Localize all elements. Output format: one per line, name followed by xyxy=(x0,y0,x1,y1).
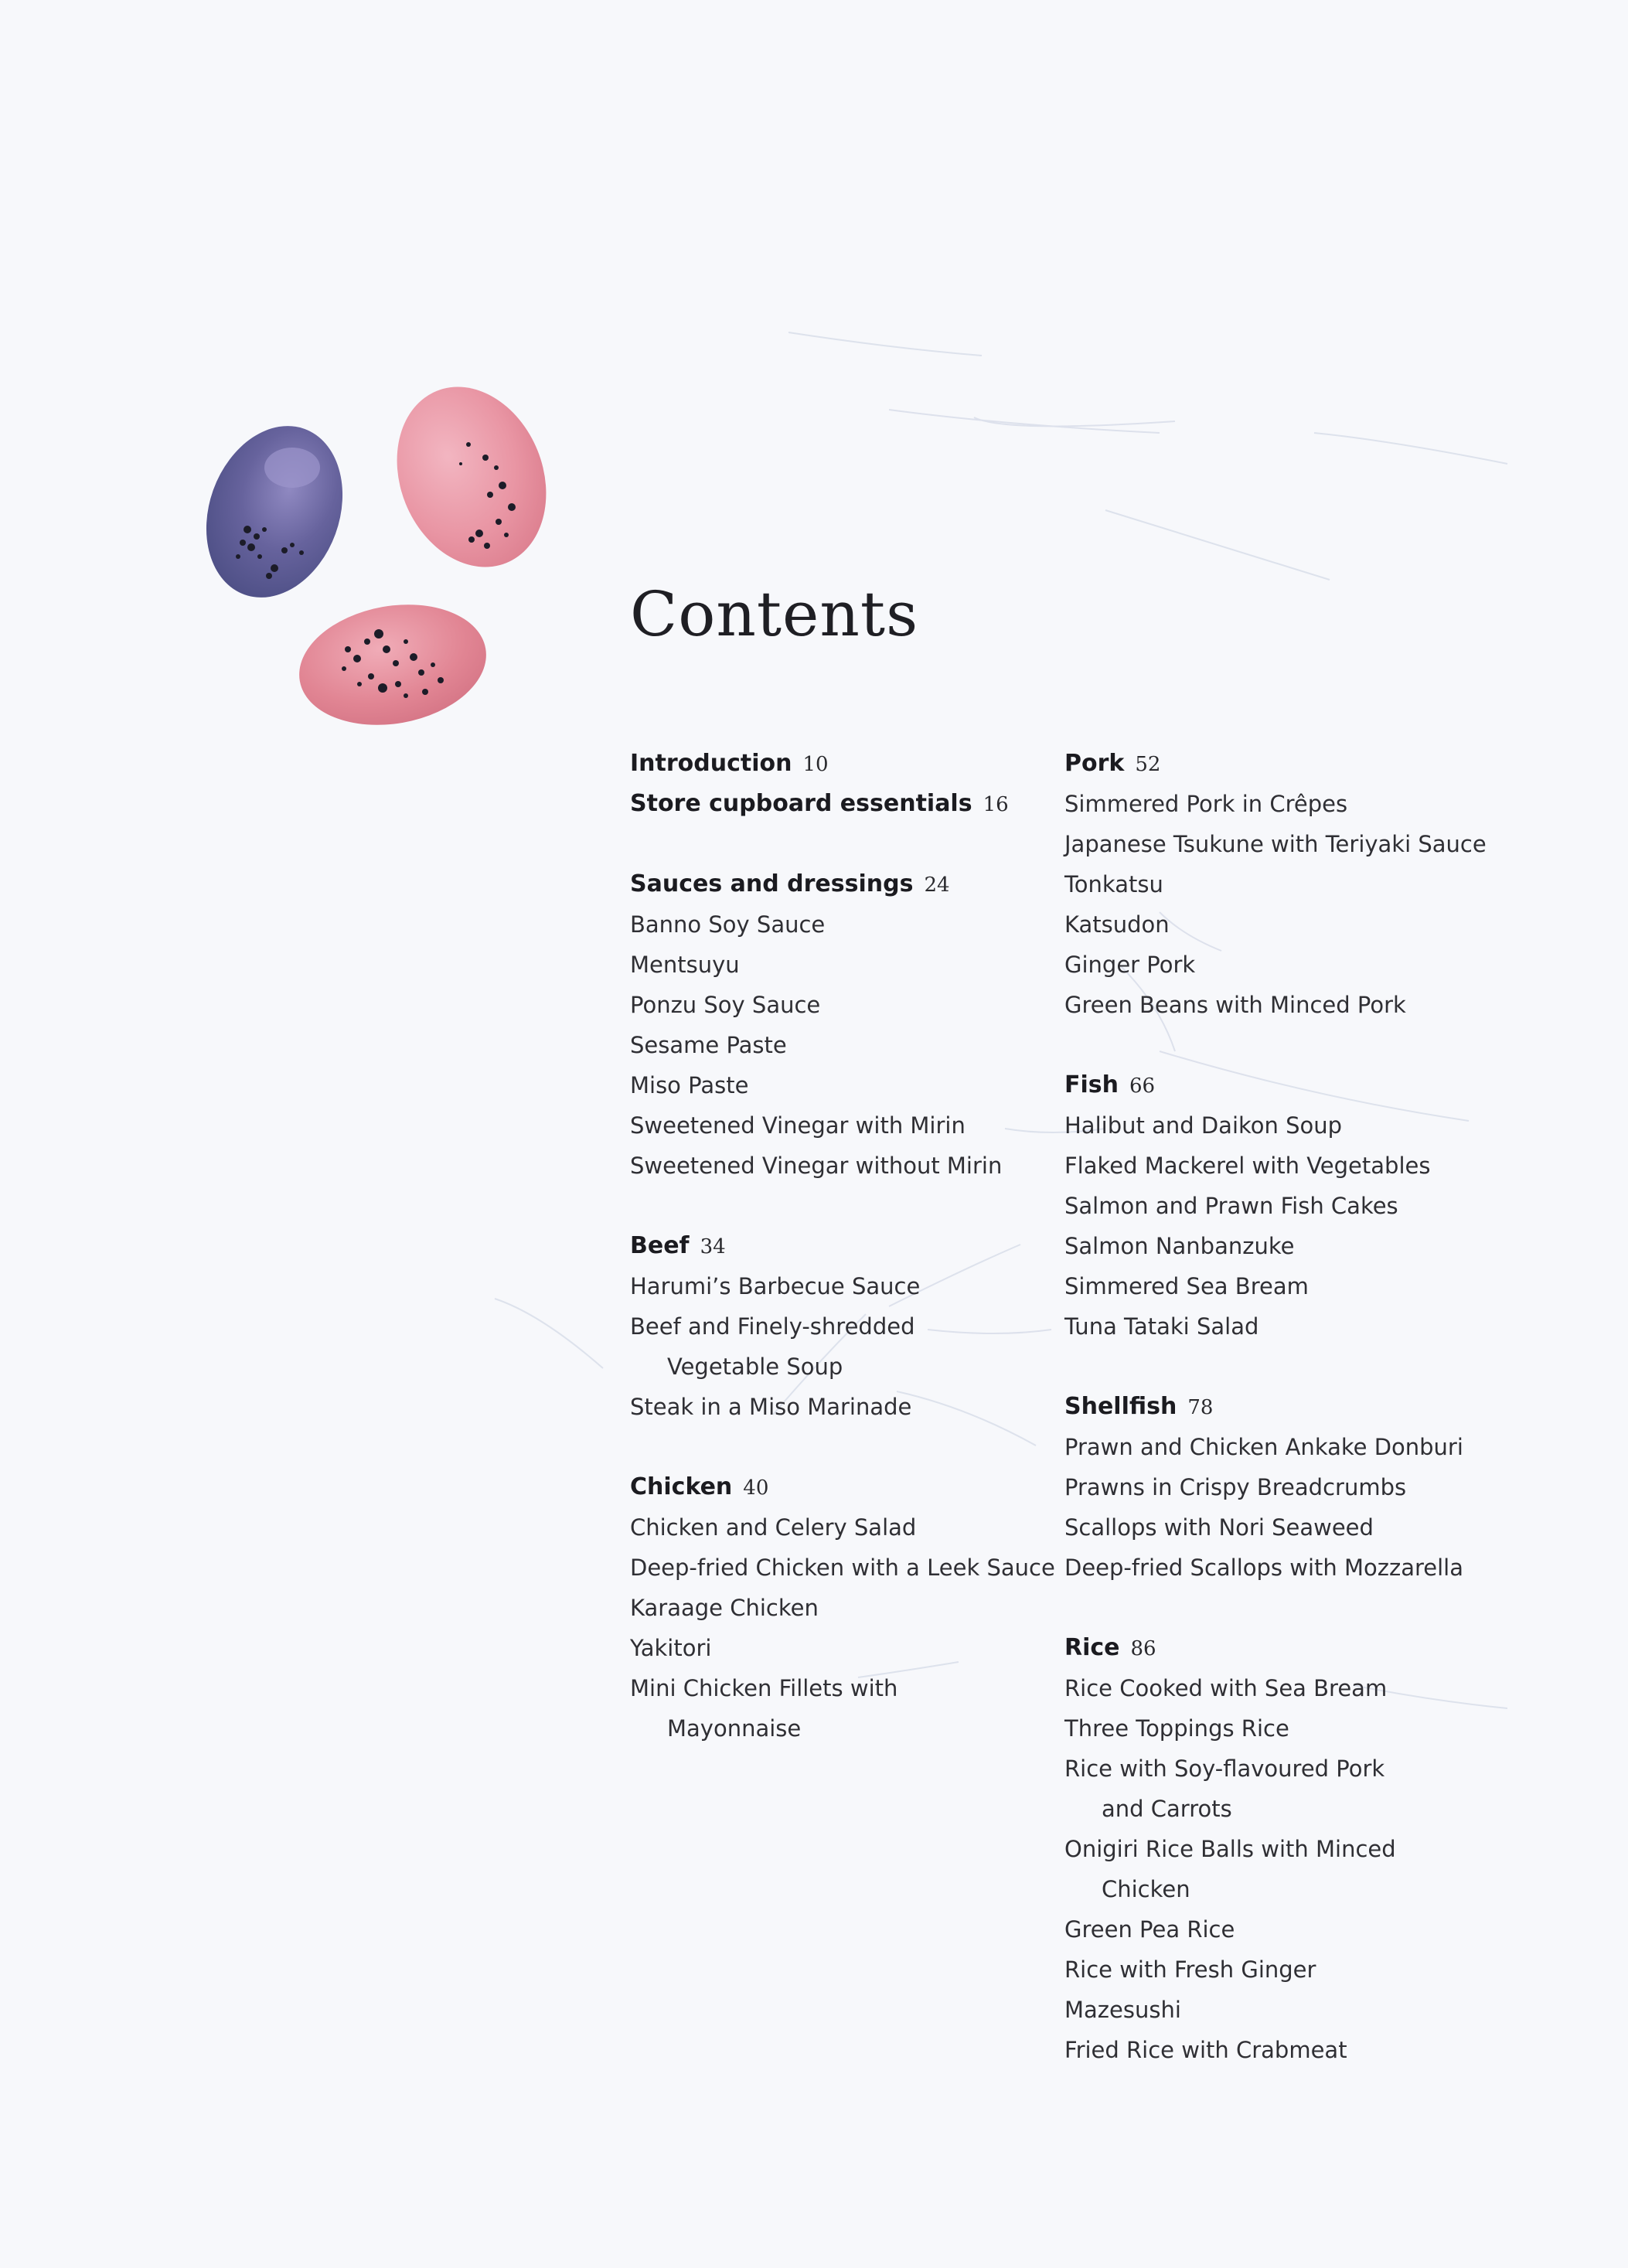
recipe-entry[interactable]: Ponzu Soy Sauce xyxy=(630,992,821,1018)
section-title: Pork xyxy=(1064,750,1125,777)
toc-section-shellfish xyxy=(1064,1387,1559,1588)
section-heading[interactable] xyxy=(1064,1065,1559,1105)
recipe-entry[interactable]: Salmon Nanbanzuke xyxy=(1064,1233,1295,1259)
section-title: Rice xyxy=(1064,1634,1120,1661)
recipe-entry[interactable]: Tuna Tataki Salad xyxy=(1064,1313,1259,1340)
recipe-entry[interactable]: Fried Rice with Crabmeat xyxy=(1064,2037,1347,2063)
page-title: Contents xyxy=(630,578,919,650)
recipe-entry[interactable]: Mini Chicken Fillets with xyxy=(630,1675,898,1701)
toc-section-beef xyxy=(630,1226,1125,1427)
section-page: 52 xyxy=(1135,753,1161,776)
recipe-entry[interactable]: Steak in a Miso Marinade xyxy=(630,1394,912,1420)
recipe-entry-continued[interactable]: Mayonnaise xyxy=(667,1715,802,1742)
recipe-entry[interactable]: Chicken and Celery Salad xyxy=(630,1514,917,1541)
recipe-entry[interactable]: Onigiri Rice Balls with Minced xyxy=(1064,1836,1396,1862)
recipe-entry[interactable]: Flaked Mackerel with Vegetables xyxy=(1064,1153,1431,1179)
recipe-entry[interactable]: Yakitori xyxy=(630,1635,712,1661)
recipe-entry[interactable]: Simmered Pork in Crêpes xyxy=(1064,791,1348,817)
recipe-entry[interactable]: Deep-fried Scallops with Mozzarella xyxy=(1064,1555,1463,1581)
recipe-entry-continued[interactable]: Vegetable Soup xyxy=(667,1354,843,1380)
recipe-entry-continued[interactable]: and Carrots xyxy=(1102,1796,1232,1822)
recipe-entry[interactable]: Rice with Fresh Ginger xyxy=(1064,1956,1316,1983)
recipe-entry[interactable]: Simmered Sea Bream xyxy=(1064,1273,1309,1299)
recipe-entry[interactable]: Prawn and Chicken Ankake Donburi xyxy=(1064,1434,1463,1460)
toc-section-sauces xyxy=(630,864,1125,1186)
section-heading[interactable] xyxy=(630,1226,1125,1266)
entry-title: Store cupboard essentials xyxy=(630,790,972,817)
recipe-entry[interactable]: Scallops with Nori Seaweed xyxy=(1064,1514,1374,1541)
recipe-entry[interactable]: Karaage Chicken xyxy=(630,1595,819,1621)
entry-page: 16 xyxy=(983,793,1009,816)
section-page: 78 xyxy=(1187,1396,1214,1419)
section-heading[interactable] xyxy=(630,864,1125,904)
recipe-entry[interactable]: Salmon and Prawn Fish Cakes xyxy=(1064,1193,1398,1219)
recipe-entry[interactable]: Harumi’s Barbecue Sauce xyxy=(630,1273,921,1299)
toc-section-chicken xyxy=(630,1467,1125,1749)
toc-right-column xyxy=(1064,744,1559,2110)
section-title: Chicken xyxy=(630,1473,733,1500)
section-heading[interactable] xyxy=(1064,1628,1559,1668)
toc-entry-introduction[interactable] xyxy=(630,744,1125,784)
section-title: Sauces and dressings xyxy=(630,870,914,897)
recipe-entry[interactable]: Three Toppings Rice xyxy=(1064,1715,1289,1742)
recipe-entry[interactable]: Japanese Tsukune with Teriyaki Sauce xyxy=(1064,831,1487,857)
toc-section-rice xyxy=(1064,1628,1559,2070)
recipe-entry[interactable]: Rice Cooked with Sea Bream xyxy=(1064,1675,1388,1701)
recipe-entry[interactable]: Banno Soy Sauce xyxy=(630,911,826,938)
recipe-entry[interactable]: Mazesushi xyxy=(1064,1997,1181,2023)
section-page: 40 xyxy=(743,1476,769,1500)
section-title: Fish xyxy=(1064,1071,1119,1098)
recipe-entry[interactable]: Halibut and Daikon Soup xyxy=(1064,1112,1343,1139)
section-heading[interactable] xyxy=(1064,1387,1559,1427)
toc-section-pork xyxy=(1064,744,1559,1025)
toc-left-column xyxy=(630,744,1125,1789)
watercolour-eggs-icon xyxy=(193,371,564,742)
section-page: 24 xyxy=(924,873,950,897)
recipe-entry[interactable]: Sweetened Vinegar without Mirin xyxy=(630,1153,1003,1179)
toc-section-fish xyxy=(1064,1065,1559,1347)
recipe-entry[interactable]: Mentsuyu xyxy=(630,952,740,978)
recipe-entry[interactable]: Prawns in Crispy Breadcrumbs xyxy=(1064,1474,1407,1500)
section-heading[interactable] xyxy=(1064,744,1559,784)
section-heading[interactable] xyxy=(630,1467,1125,1507)
toc-entry-store-cupboard[interactable] xyxy=(630,784,1125,824)
toc-top-entries xyxy=(630,744,1125,824)
recipe-entry[interactable]: Katsudon xyxy=(1064,911,1170,938)
recipe-entry[interactable]: Sesame Paste xyxy=(630,1032,787,1058)
recipe-entry-continued[interactable]: Chicken xyxy=(1102,1876,1190,1902)
recipe-entry[interactable]: Deep-fried Chicken with a Leek Sauce xyxy=(630,1555,1055,1581)
recipe-entry[interactable]: Tonkatsu xyxy=(1064,871,1163,897)
section-page: 86 xyxy=(1130,1637,1156,1660)
entry-page: 10 xyxy=(802,753,829,776)
recipe-entry[interactable]: Ginger Pork xyxy=(1064,952,1196,978)
entry-title: Introduction xyxy=(630,750,792,777)
section-title: Shellfish xyxy=(1064,1393,1177,1420)
section-page: 66 xyxy=(1129,1074,1156,1098)
recipe-entry[interactable]: Green Pea Rice xyxy=(1064,1916,1235,1943)
section-page: 34 xyxy=(700,1235,726,1258)
recipe-entry[interactable]: Rice with Soy-flavoured Pork xyxy=(1064,1755,1385,1782)
recipe-entry[interactable]: Sweetened Vinegar with Mirin xyxy=(630,1112,966,1139)
recipe-entry[interactable]: Beef and Finely-shredded xyxy=(630,1313,915,1340)
recipe-entry[interactable]: Miso Paste xyxy=(630,1072,749,1098)
section-title: Beef xyxy=(630,1232,690,1259)
recipe-entry[interactable]: Green Beans with Minced Pork xyxy=(1064,992,1406,1018)
